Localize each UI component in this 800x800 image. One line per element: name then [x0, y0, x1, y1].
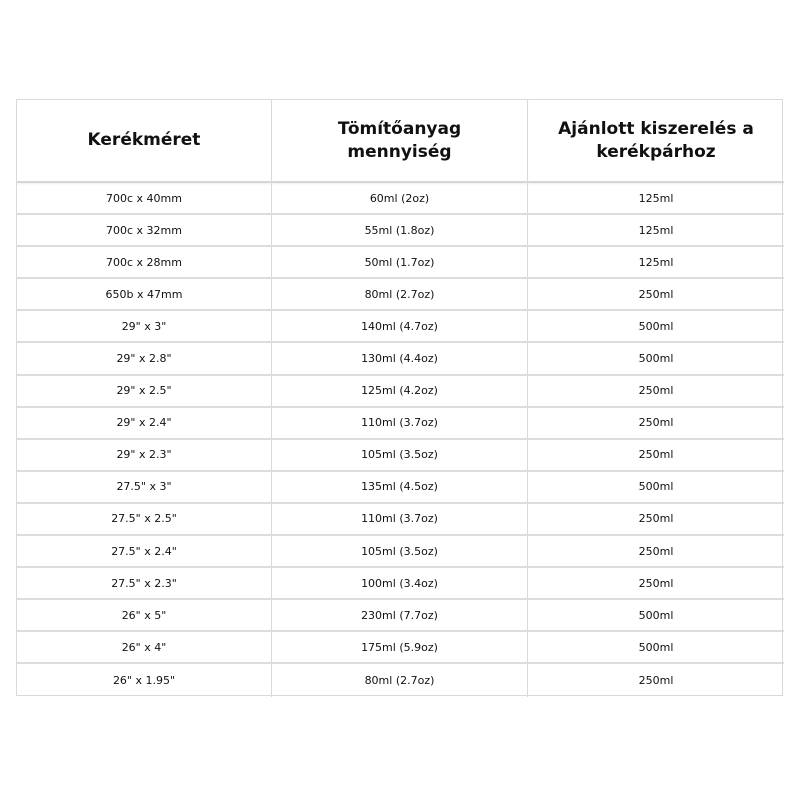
wheel-size-cell: 27.5" x 2.3" [17, 568, 272, 600]
table-row [17, 600, 782, 632]
wheel-size-cell: 29" x 2.4" [17, 408, 272, 440]
table-row [17, 311, 782, 343]
recommended-package-cell: 500ml [528, 600, 784, 632]
recommended-package-cell: 125ml [528, 215, 784, 247]
sealant-amount-cell: 105ml (3.5oz) [272, 440, 528, 472]
header-wheel-size: Kerékméret [17, 100, 272, 183]
sealant-amount-cell: 100ml (3.4oz) [272, 568, 528, 600]
table-row [17, 343, 782, 375]
sealant-amount-cell: 125ml (4.2oz) [272, 376, 528, 408]
sealant-amount-cell: 175ml (5.9oz) [272, 632, 528, 664]
sealant-amount-cell: 80ml (2.7oz) [272, 279, 528, 311]
table-row [17, 183, 782, 215]
sealant-amount-cell: 135ml (4.5oz) [272, 472, 528, 504]
wheel-size-cell: 29" x 2.5" [17, 376, 272, 408]
recommended-package-cell: 250ml [638, 673, 674, 687]
recommended-package-cell: 500ml [528, 311, 784, 343]
wheel-size-cell: 29" x 2.3" [17, 440, 272, 472]
table-row [17, 215, 782, 247]
wheel-size-cell: 27.5" x 3" [17, 472, 272, 504]
table-body [17, 183, 782, 697]
wheel-size-cell: 27.5" x 2.4" [17, 536, 272, 568]
recommended-package-cell: 125ml [528, 183, 784, 215]
wheel-size-cell: 700c x 40mm [17, 183, 272, 215]
recommended-package-cell: 250ml [528, 536, 784, 568]
recommended-package-cell: 250ml [528, 279, 784, 311]
table-row [17, 472, 782, 504]
recommended-package-cell: 250ml [528, 568, 784, 600]
sealant-amount-cell: 105ml (3.5oz) [272, 536, 528, 568]
recommended-package-cell: 125ml [528, 247, 784, 279]
recommended-package-cell: 500ml [528, 472, 784, 504]
recommended-package-cell: 250ml [528, 376, 784, 408]
recommended-package-cell: 500ml [528, 343, 784, 375]
sealant-amount-cell: 55ml (1.8oz) [272, 215, 528, 247]
sealant-size-table [16, 99, 783, 696]
table-row [17, 247, 782, 279]
table-row [17, 408, 782, 440]
table-row [17, 536, 782, 568]
wheel-size-cell: 700c x 32mm [17, 215, 272, 247]
wheel-size-cell: 700c x 28mm [17, 247, 272, 279]
wheel-size-cell: 650b x 47mm [17, 279, 272, 311]
sealant-amount-cell: 80ml (2.7oz) [272, 664, 528, 696]
table-row [17, 504, 782, 536]
sealant-amount-cell: 110ml (3.7oz) [272, 504, 528, 536]
recommended-package-cell: 250ml [528, 440, 784, 472]
recommended-package-cell: 500ml [528, 632, 784, 664]
wheel-size-cell: 26" x 5" [17, 600, 272, 632]
recommended-package-cell: 250ml [528, 408, 784, 440]
sealant-amount-cell: 140ml (4.7oz) [272, 311, 528, 343]
table-row [17, 568, 782, 600]
header-sealant-amount: Tömítőanyag mennyiség [272, 100, 528, 183]
table-row [17, 664, 782, 696]
wheel-size-cell: 26" x 1.95" [17, 664, 272, 696]
sealant-amount-cell: 60ml (2oz) [272, 183, 528, 215]
wheel-size-cell: 29" x 2.8" [17, 343, 272, 375]
sealant-amount-cell: 130ml (4.4oz) [272, 343, 528, 375]
wheel-size-cell: 26" x 4" [17, 632, 272, 664]
sealant-amount-cell: 110ml (3.7oz) [272, 408, 528, 440]
table-header-row [17, 100, 782, 183]
wheel-size-cell: 29" x 3" [17, 311, 272, 343]
sealant-amount-cell: 50ml (1.7oz) [272, 247, 528, 279]
table-row [17, 632, 782, 664]
table-row [17, 440, 782, 472]
recommended-package-cell: 250ml [528, 504, 784, 536]
sealant-amount-cell: 230ml (7.7oz) [272, 600, 528, 632]
table-row [17, 279, 782, 311]
header-recommended-package: Ajánlott kiszerelés a kerékpárhoz [528, 100, 784, 183]
wheel-size-cell: 27.5" x 2.5" [17, 504, 272, 536]
table-row [17, 376, 782, 408]
